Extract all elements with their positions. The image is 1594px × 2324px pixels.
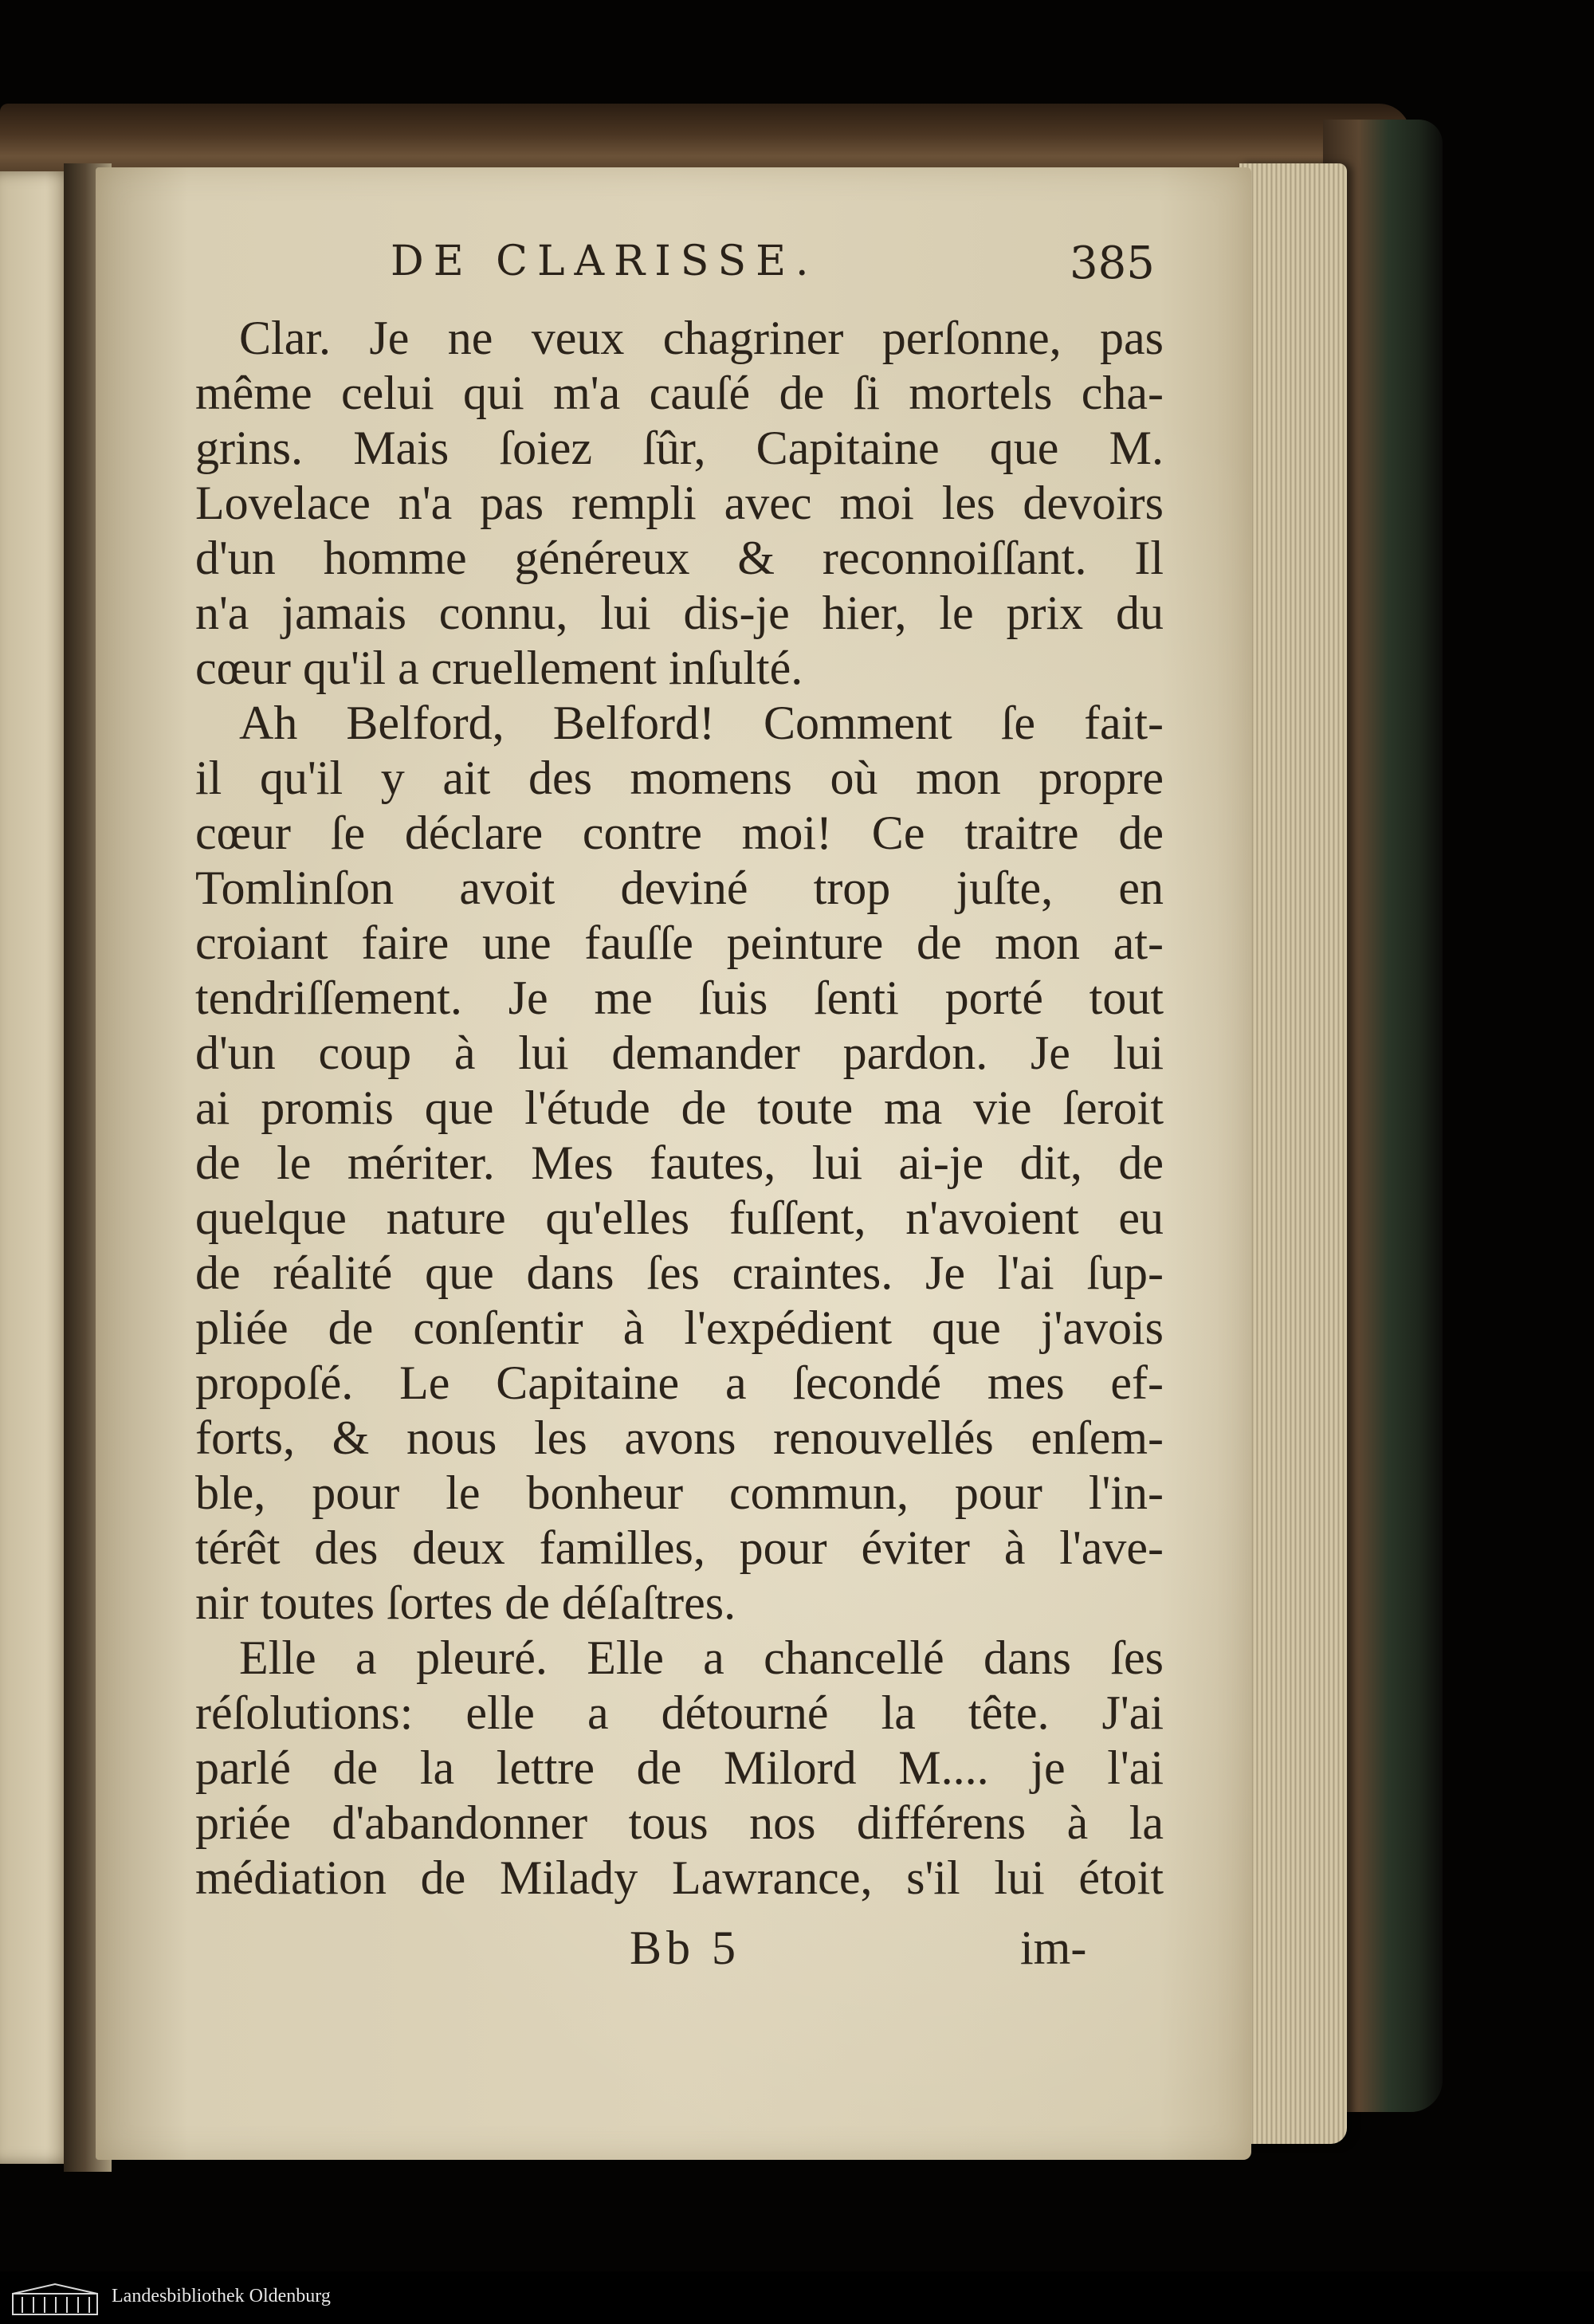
text-line: térêt des deux familles, pour éviter à l'ave- [195,1521,1164,1574]
text-line: Elle a pleuré. Elle a chancellé dans ſes [239,1631,1164,1684]
library-building-icon [11,2283,99,2316]
library-name: Landesbibliothek Oldenburg [112,2286,331,2306]
text-line: croiant faire une fauſſe peinture de mon at- [195,917,1164,969]
text-line: ai promis que l'étude de toute ma vie ſeroit [195,1082,1164,1134]
text-line: médiation de Milady Lawrance, s'il lui étoit [195,1851,1164,1904]
text-line: Tomlinſon avoit deviné trop juſte, en [195,862,1164,914]
text-line: nir toutes ſortes de déſaſtres. [195,1576,736,1629]
text-line: grins. Mais ſoiez ſûr, Capitaine que M. [195,422,1164,474]
text-line: Ah Belford, Belford! Comment ſe fait- [239,697,1164,749]
text-line: forts, & nous les avons renouvellés enſem- [195,1411,1164,1464]
library-footer [0,2271,1594,2324]
text-line: cœur ſe déclare contre moi! Ce traitre de [195,807,1164,859]
text-line: parlé de la lettre de Milord M.... je l'ai [195,1741,1164,1794]
running-head-title: DE CLARISSE. [391,238,819,285]
text-line: quelque nature qu'elles fuſſent, n'avoient eu [195,1191,1164,1244]
catchword: im- [1020,1922,1087,1974]
body-text [195,311,1164,1906]
text-line: de le mériter. Mes fautes, lui ai-je dit, de [195,1136,1164,1189]
text-line: de réalité que dans ſes craintes. Je l'ai ſup- [195,1246,1164,1299]
text-line: tendriſſement. Je me ſuis ſenti porté tout [195,972,1164,1024]
running-head [391,238,1188,289]
text-line: ble, pour le bonheur commun, pour l'in- [195,1466,1164,1519]
text-line: cœur qu'il a cruellement inſulté. [195,642,803,694]
text-line: il qu'il y ait des momens où mon propre [195,752,1164,804]
text-line: d'un coup à lui demander pardon. Je lui [195,1027,1164,1079]
text-line: même celui qui m'a cauſé de ſi mortels cha- [195,367,1164,419]
text-line: Clar. Je ne veux chagriner perſonne, pas [239,312,1164,364]
text-line: n'a jamais connu, lui dis-je hier, le prix du [195,587,1164,639]
recto-page [96,167,1251,2160]
text-line: Lovelace n'a pas rempli avec moi les devoirs [195,477,1164,529]
text-line: réſolutions: elle a détourné la tête. J'ai [195,1686,1164,1739]
page-number: 385 [1070,238,1155,289]
text-line: propoſé. Le Capitaine a ſecondé mes ef- [195,1356,1164,1409]
text-line: priée d'abandonner tous nos différens à la [195,1796,1164,1849]
text-line: d'un homme généreux & reconnoiſſant. Il [195,532,1164,584]
page-block-edges [1239,163,1347,2144]
text-line: pliée de conſentir à l'expédient que j'avois [195,1301,1164,1354]
signature-mark: Bb 5 [630,1922,741,1974]
